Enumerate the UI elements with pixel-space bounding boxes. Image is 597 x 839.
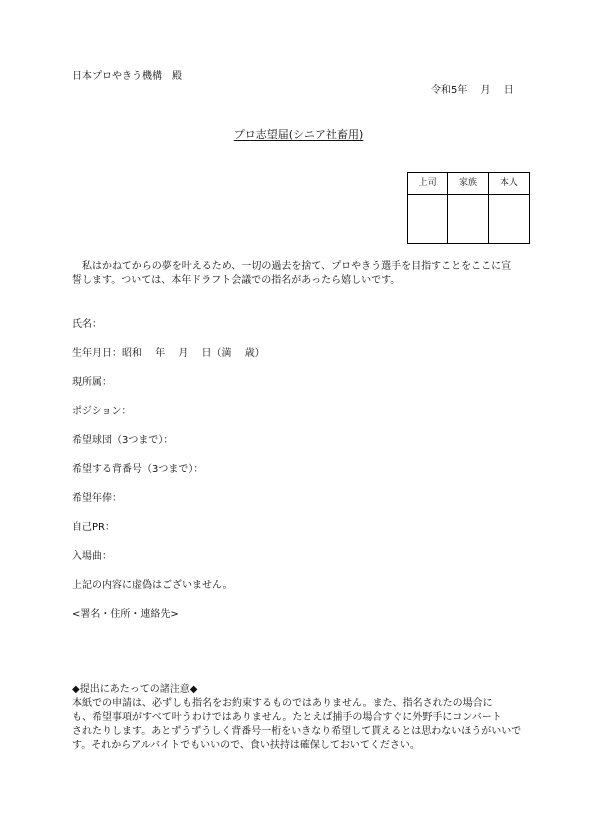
field-name: 氏名：	[72, 319, 102, 330]
stamp-cell-family[interactable]	[448, 195, 488, 243]
field-entrance-song: 入場曲：	[72, 551, 112, 562]
field-desired-salary: 希望年俸：	[72, 493, 122, 504]
pledge-paragraph	[72, 260, 532, 288]
notice-heading: ◆提出にあたっての諸注意◆	[72, 684, 198, 695]
notice-line: も、希望事項がすべて叶うわけではありません。たとえば捕手の場合すぐに外野手にコンバート	[72, 712, 502, 723]
field-position: ポジション：	[72, 406, 132, 417]
signature-section-label: <署名・住所・連絡先>	[72, 609, 179, 620]
field-preferred-teams: 希望球団（3つまで）：	[72, 435, 174, 446]
date-line: 令和5年 月 日	[431, 85, 514, 96]
pledge-line-2: 誓します。ついては、本年ドラフト会議での指名があったら嬉しいです。	[72, 275, 401, 286]
field-current-affiliation: 現所属：	[72, 377, 112, 388]
approval-header-family: 家族	[448, 173, 488, 195]
stamp-cell-boss[interactable]	[408, 195, 448, 243]
document-title	[0, 128, 597, 142]
approval-stamp-box	[407, 172, 530, 244]
addressee: 日本プロやきう機構 殿	[72, 71, 182, 82]
notice-line: す。それからアルバイトでもいいので、食い扶持は確保しておいてください。	[72, 740, 420, 751]
pledge-line-1: 私はかねてからの夢を叶えるため、一切の過去を捨て、プロやきう選手を目指すことをここに宣	[72, 261, 512, 272]
notice-line: 本紙での申請は、必ずしも指名をお約束するものではありません。また、指名されたの場合に	[72, 698, 493, 709]
approval-header-self: 本人	[489, 173, 529, 195]
approval-header-boss: 上司	[408, 173, 448, 195]
document-title-text: プロ志望届(シニア社畜用)	[233, 128, 364, 141]
notice-body	[72, 697, 532, 753]
field-self-pr: 自己PR：	[72, 522, 115, 533]
field-preferred-number: 希望する背番号（3つまで）：	[72, 464, 204, 475]
notice-line: されたりします。あとずうずうしく背番号一桁をいきなり希望して貰えるとは思わないほうがいいで	[72, 726, 522, 737]
stamp-cell-self[interactable]	[489, 195, 529, 243]
field-birthdate: 生年月日：昭和 年 月 日（満 歳）	[72, 348, 265, 359]
declaration-statement: 上記の内容に虚偽はございません。	[72, 580, 233, 591]
